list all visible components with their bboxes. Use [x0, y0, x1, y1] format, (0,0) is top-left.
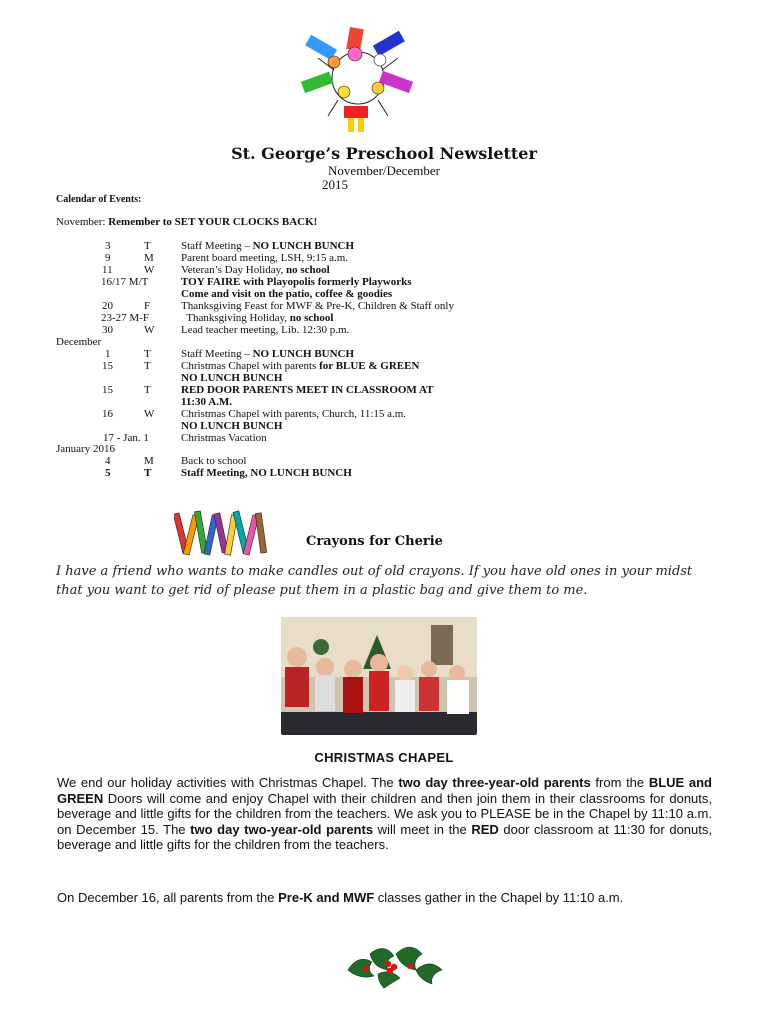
event-date: 17 - Jan. 1: [103, 432, 149, 444]
event-date: 23-27 M-F: [101, 312, 149, 324]
event-date: 5: [105, 467, 111, 479]
event-emphasis: for BLUE & GREEN: [319, 360, 420, 372]
chapel-emphasis: two day three-year-old parents: [398, 775, 591, 790]
november-label: November:: [56, 216, 106, 228]
event-date: 3: [105, 240, 111, 252]
event-text: Lead teacher meeting, Lib. 12:30 p.m.: [181, 324, 350, 336]
crayons-text: I have a friend who wants to make candles out of old crayons. If you have old ones in your midst that you want to get rid of please put them in a plastic bag and give them to me.: [56, 564, 693, 598]
event-emphasis: NO LUNCH BUNCH: [181, 420, 283, 432]
event-weekday: T: [144, 467, 152, 479]
newsletter-year: 2015: [322, 177, 348, 192]
event-weekday: W: [144, 324, 155, 336]
event-weekday: T: [144, 360, 151, 372]
event-emphasis: RED DOOR PARENTS MEET IN CLASSROOM AT: [181, 384, 434, 396]
event-emphasis: 11:30 A.M.: [181, 396, 233, 408]
calendar-list: [0, 0, 768, 490]
event-weekday: M: [144, 455, 154, 467]
event-description: [181, 420, 282, 432]
event-date: 30: [102, 324, 113, 336]
holly-icon: [344, 940, 444, 990]
event-date: 16: [102, 408, 113, 420]
chapel-title: CHRISTMAS CHAPEL: [314, 750, 454, 765]
crayons-illustration: [174, 507, 274, 559]
event-description: [181, 467, 352, 479]
event-weekday: F: [144, 300, 151, 312]
event-description: [181, 408, 406, 420]
event-description: [181, 372, 282, 384]
event-emphasis: Come and visit on the patio, coffee & goodies: [181, 288, 393, 300]
event-description: [181, 312, 334, 324]
event-date: 15: [102, 360, 113, 372]
event-weekday: M: [144, 252, 154, 264]
event-text: Staff Meeting –: [181, 348, 253, 360]
chapel-paragraph-2: [57, 890, 712, 906]
event-description: [181, 264, 330, 276]
clocks-reminder: Remember to SET YOUR CLOCKS BACK!: [108, 216, 318, 228]
event-description: [181, 384, 433, 396]
chapel-emphasis: RED: [471, 821, 499, 837]
event-text: Thanksgiving Feast for MWF & Pre-K, Children & Staff only: [181, 300, 454, 312]
newsletter-subtitle: November/December: [328, 163, 440, 178]
event-text: Thanksgiving Holiday,: [181, 312, 290, 324]
event-weekday: W: [144, 264, 155, 276]
event-description: [181, 240, 354, 252]
newsletter-title: St. George’s Preschool Newsletter: [231, 144, 537, 163]
crayons-title: Crayons for Cherie: [306, 534, 443, 549]
january-label: January 2016: [56, 443, 115, 455]
event-description: [181, 455, 246, 467]
event-description: [181, 276, 411, 288]
event-description: [181, 324, 349, 336]
event-text: Back to school: [181, 455, 247, 467]
chapel-text: We end our holiday activities with Christmas Chapel. The: [57, 775, 399, 790]
event-emphasis: no school: [285, 264, 330, 276]
chapel-text: from the: [590, 775, 649, 790]
children-chapel-photo: [281, 617, 477, 735]
chapel-text: door classroom at 11:30 for donuts, beverage and little gifts for the children from the teachers.: [57, 821, 712, 852]
chapel-text: On December 16, all parents from the: [57, 890, 279, 905]
event-emphasis: TOY FAIRE with Playopolis formerly Playworks: [181, 276, 412, 288]
event-weekday: W: [144, 408, 155, 420]
event-emphasis: NO LUNCH BUNCH: [252, 240, 355, 252]
event-text: Christmas Chapel with parents: [181, 360, 320, 372]
event-date: 9: [105, 252, 111, 264]
event-description: [181, 300, 454, 312]
event-date: 4: [105, 455, 111, 467]
chapel-text: classes gather in the Chapel by 11:10 a.m.: [374, 890, 624, 905]
chapel-paragraph-1: [57, 775, 712, 853]
event-description: [181, 360, 419, 372]
event-date: 1: [105, 348, 111, 360]
event-description: [181, 348, 354, 360]
event-description: [181, 396, 232, 408]
chapel-emphasis: BLUE and GREEN: [57, 775, 712, 806]
event-emphasis: Staff Meeting, NO LUNCH BUNCH: [181, 467, 352, 479]
chapel-text: will meet in the: [373, 821, 472, 837]
event-description: [181, 288, 392, 300]
chapel-emphasis: two day two-year-old parents: [190, 821, 374, 837]
event-weekday: T: [144, 348, 151, 360]
event-emphasis: no school: [289, 312, 334, 324]
event-emphasis: NO LUNCH BUNCH: [252, 348, 355, 360]
december-label: December: [56, 336, 102, 348]
event-text: Christmas Vacation: [181, 432, 267, 444]
chapel-text: Doors will come and enjoy Chapel with their children and then join them in their classrooms for donuts, beverage and little gifts for the children from the teachers. We ask you to PLEASE be in the Chapel by 11:10 a.m. on December 15. The: [57, 790, 712, 837]
event-text: Christmas Chapel with parents, Church, 11:15 a.m.: [181, 408, 407, 420]
event-description: [181, 432, 267, 444]
event-text: Veteran’s Day Holiday,: [181, 264, 286, 276]
event-weekday: T: [144, 240, 151, 252]
chapel-emphasis: Pre-K and MWF: [278, 890, 375, 905]
event-date: 20: [102, 300, 113, 312]
event-description: [181, 252, 348, 264]
event-text: Staff Meeting –: [181, 240, 253, 252]
event-date: 11: [102, 264, 113, 276]
event-weekday: T: [144, 384, 151, 396]
event-date: 15: [102, 384, 113, 396]
calendar-heading: Calendar of Events:: [56, 194, 142, 205]
event-date: 16/17 M/T: [101, 276, 149, 288]
event-text: Parent board meeting, LSH, 9:15 a.m.: [181, 252, 349, 264]
event-emphasis: NO LUNCH BUNCH: [181, 372, 283, 384]
